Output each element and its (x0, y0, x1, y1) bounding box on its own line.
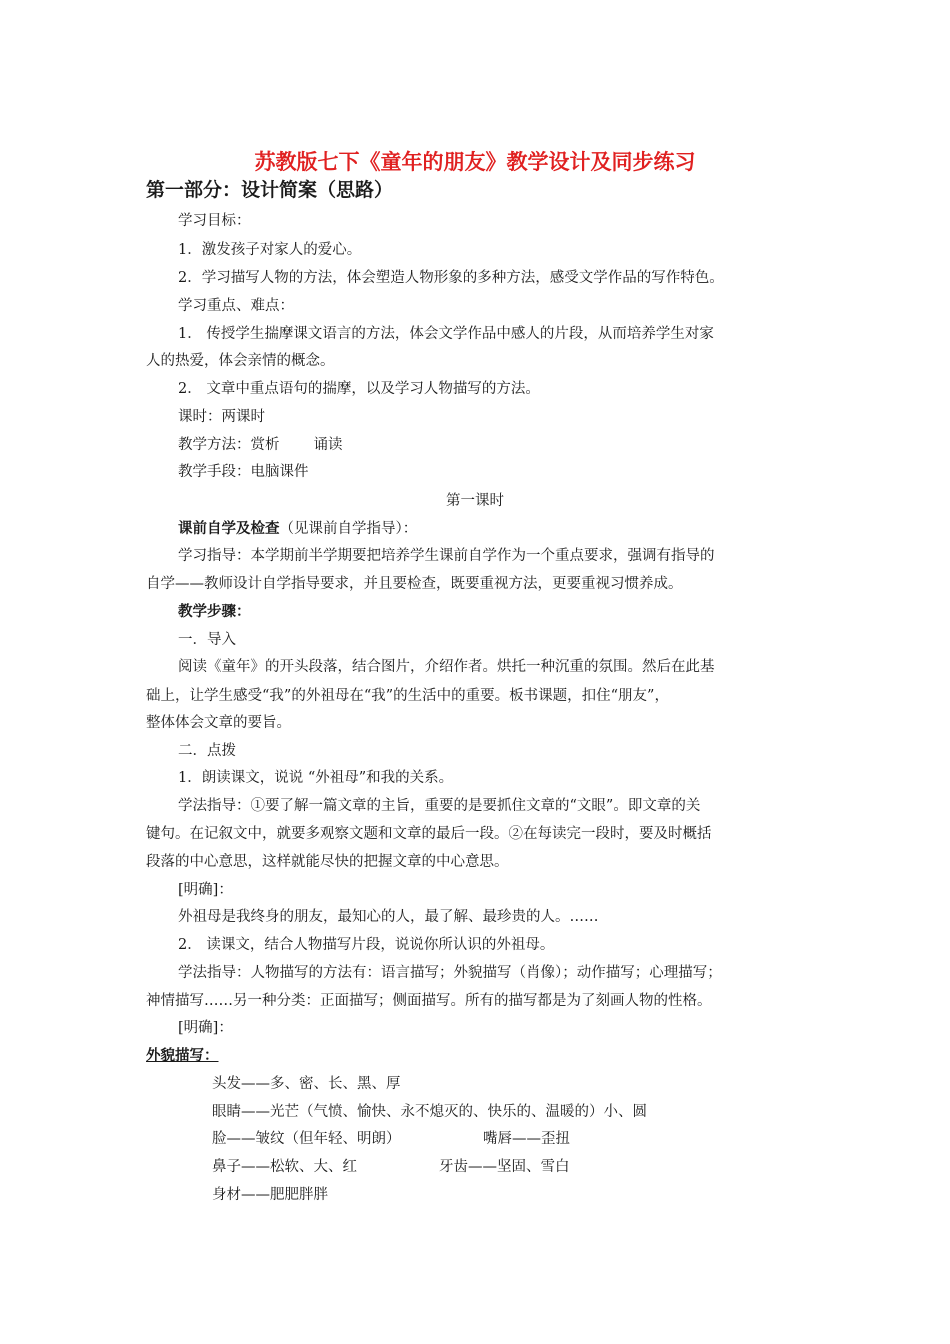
lesson-1-heading: 第一课时 (446, 493, 504, 509)
desc-nose: 鼻子——松软、大、红 (212, 1159, 357, 1175)
method-guide-1-line-2: 键句。在记叙文中，就要多观察文题和文章的最后一段。②在每读完一段时，要及时概括 (146, 826, 712, 842)
teaching-method-2: 诵读 (313, 437, 343, 453)
teaching-method (178, 435, 343, 455)
key-point-1-line-1: 1． 传授学生揣摩课文语言的方法，体会文学作品中感人的片段，从而培养学生对家 (178, 326, 714, 342)
desc-hair: 头发——多、密、长、黑、厚 (212, 1076, 401, 1092)
part-1-heading: 第一部分：设计简案（思路） (146, 179, 394, 201)
key-points-label: 学习重点、难点： (178, 298, 294, 314)
desc-teeth: 牙齿——坚固、雪白 (439, 1159, 570, 1175)
intro-line-3: 整体体会文章的要旨。 (146, 715, 291, 731)
method-guide-1-line-3: 段落的中心意思，这样就能尽快的把握文章的中心意思。 (146, 854, 509, 870)
step-1-heading: 一．导入 (178, 632, 236, 648)
preview-check-bold: 课前自学及检查 (178, 521, 280, 537)
preview-check-note: （见课前自学指导）： (279, 521, 418, 537)
class-hours: 课时：两课时 (178, 409, 265, 425)
desc-body: 身材——肥肥胖胖 (212, 1187, 328, 1203)
question-2: 2． 读课文，结合人物描写片段，说说你所认识的外祖母。 (178, 937, 555, 953)
preview-check (178, 519, 417, 539)
desc-eyes: 眼睛——光芒（气愤、愉快、永不熄灭的、快乐的、温暖的）小、圆 (212, 1104, 647, 1120)
study-guide-line-1: 学习指导：本学期前半学期要把培养学生课前自学作为一个重点要求，强调有指导的 (178, 548, 715, 564)
teaching-method-label: 教学方法：赏析 (178, 437, 280, 453)
teaching-means: 教学手段：电脑课件 (178, 464, 309, 480)
method-guide-2-line-2: 神情描写……另一种分类：正面描写；侧面描写。所有的描写都是为了刻画人物的性格。 (146, 993, 712, 1009)
appearance-label: 外貌描写： (146, 1048, 219, 1064)
method-guide-2-line-1: 学法指导：人物描写的方法有：语言描写；外貌描写（肖像）；动作描写；心理描写； (178, 965, 722, 981)
document-title: 苏教版七下《童年的朋友》教学设计及同步练习 (254, 150, 696, 174)
desc-lips: 嘴唇——歪扭 (483, 1131, 570, 1147)
key-point-1-line-2: 人的热爱，体会亲情的概念。 (146, 353, 335, 369)
study-guide-line-2: 自学——教师设计自学指导要求，并且要检查，既要重视方法，更要重视习惯养成。 (146, 576, 683, 592)
intro-line-1: 阅读《童年》的开头段落，结合图片，介绍作者。烘托一种沉重的氛围。然后在此基 (178, 659, 715, 675)
goals-label: 学习目标： (178, 213, 251, 229)
answer-1: 外祖母是我终身的朋友，最知心的人，最了解、最珍贵的人。…… (178, 909, 599, 925)
intro-line-2: 础上，让学生感受“我”的外祖母在“我”的生活中的重要。板书课题，扣住“朋友”， (146, 688, 669, 704)
question-1: 1．朗读课文，说说 “外祖母”和我的关系。 (178, 770, 454, 786)
clarify-1-label: [明确]： (178, 882, 233, 898)
desc-face: 脸——皱纹（但年轻、明朗） (212, 1131, 401, 1147)
teaching-steps-label: 教学步骤： (178, 604, 251, 620)
goal-2: 2．学习描写人物的方法，体会塑造人物形象的多种方法，感受文学作品的写作特色。 (178, 270, 724, 286)
step-2-heading: 二．点拨 (178, 743, 236, 759)
method-guide-1-line-1: 学法指导：①要了解一篇文章的主旨，重要的是要抓住文章的“文眼”。即文章的关 (178, 798, 701, 814)
key-point-2: 2． 文章中重点语句的揣摩，以及学习人物描写的方法。 (178, 381, 540, 397)
clarify-2-label: [明确]： (178, 1020, 233, 1036)
goal-1: 1．激发孩子对家人的爱心。 (178, 242, 362, 258)
